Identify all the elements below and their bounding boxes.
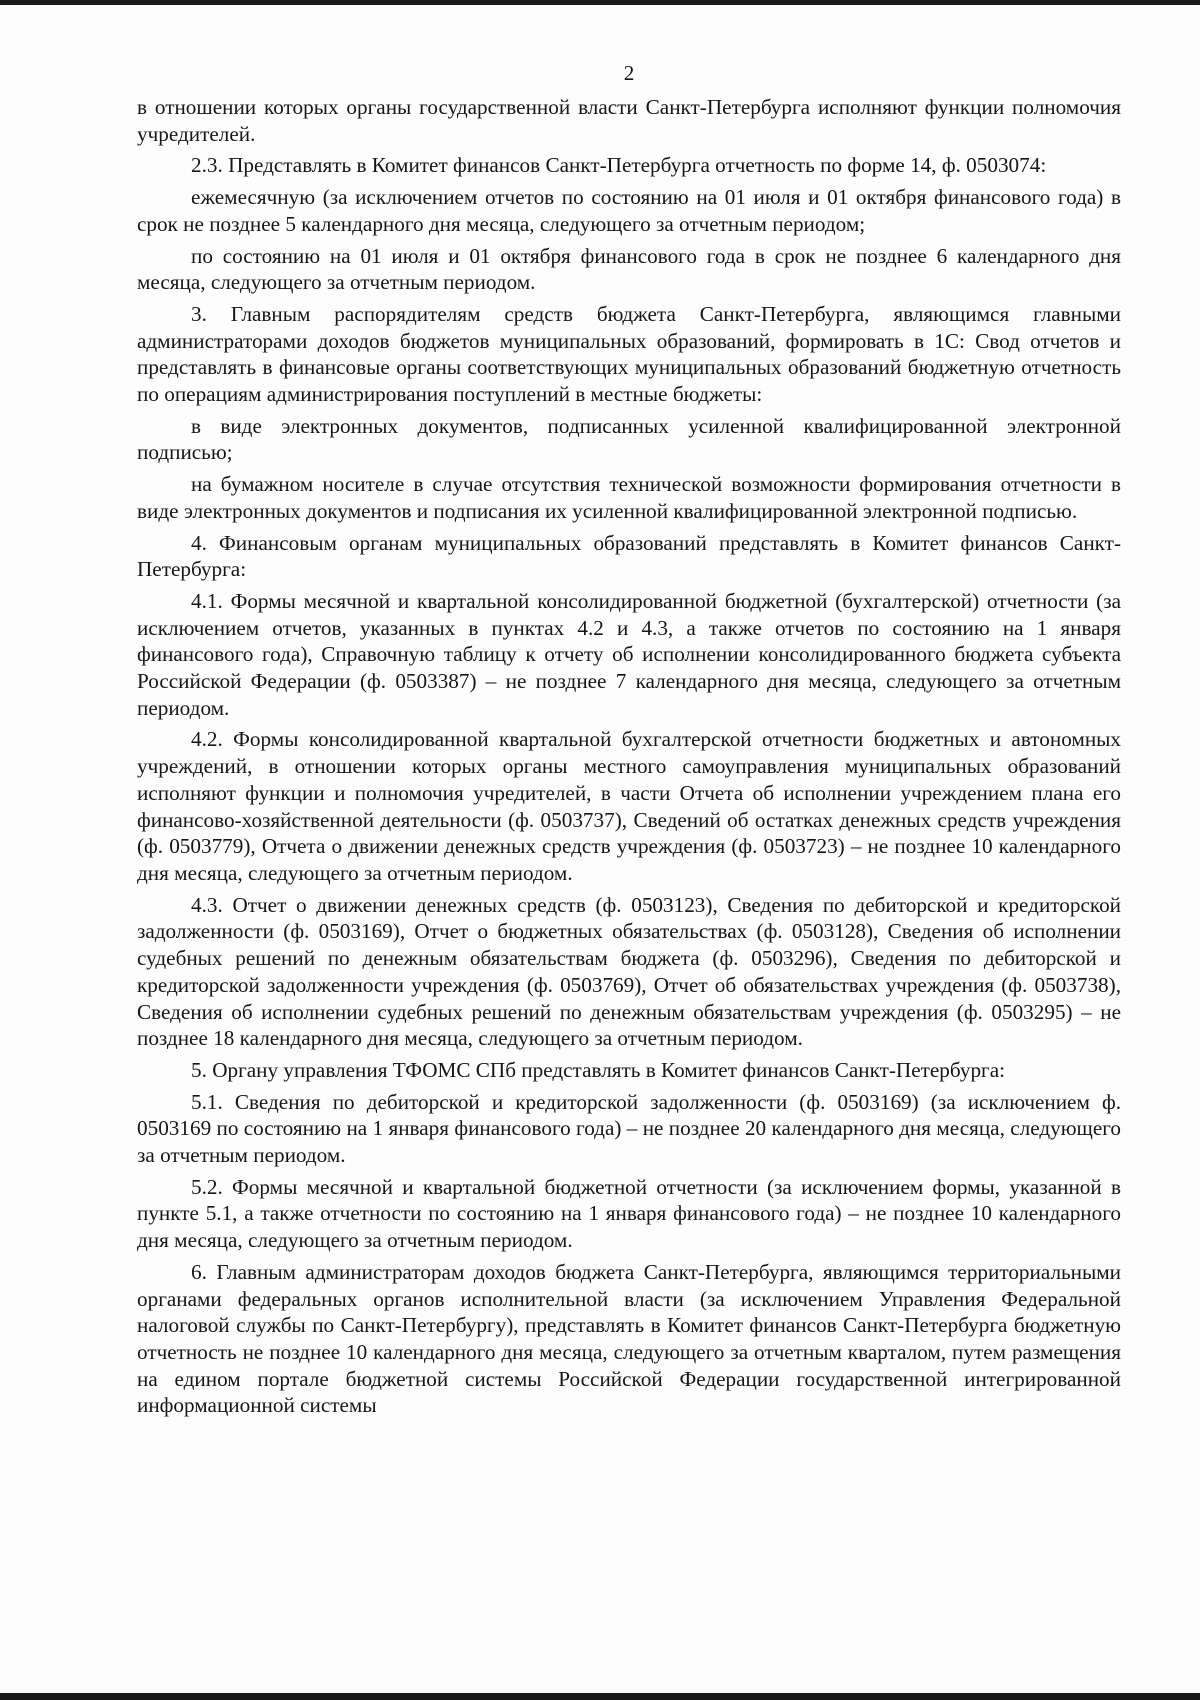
paragraph-electronic: в виде электронных документов, подписанных усиленной квалифицированной электронной подписью; [137, 413, 1121, 465]
paragraph-5: 5. Органу управления ТФОМС СПб представлять в Комитет финансов Санкт-Петербурга: [191, 1057, 1006, 1082]
paragraph-4-3: 4.3. Отчет о движении денежных средств (ф. 0503123), Сведения по дебиторской и кредиторской задолженности (ф. 0503169), Отчет о бюджетных обязательствах (ф. 0503128), Сведения об исполнении судебных решений по денежным обязательствам бюджета (ф. 0503296), Сведения по дебиторской и кредиторской задолженности учреждения (ф. 0503769), Отчет об обязательствах учреждения (ф. 0503738), Сведения об исполнении судебных решений по денежным обязательствам учреждения (ф. 0503295) – не позднее 18 календарного дня месяца, следующего за отчетным периодом. [137, 892, 1121, 1051]
paragraph-4: 4. Финансовым органам муниципальных образований представлять в Комитет финансов Санкт-Петербурга: [137, 530, 1121, 582]
paragraph-paper: на бумажном носителе в случае отсутствия технической возможности формирования отчетности в виде электронных документов и подписания их усиленной квалифицированной электронной подписью. [137, 472, 1121, 523]
paragraph-4-1: 4.1. Формы месячной и квартальной консолидированной бюджетной (бухгалтерской) отчетности (за исключением отчетов, указанных в пунктах 4.2 и 4.3, а также отчетов по состоянию на 1 января финансового года), Справочную таблицу к отчету об исполнении консолидированного бюджета субъекта Российской Федерации (ф. 0503387) – не позднее 7 календарного дня месяца, следующего за отчетным периодом. [137, 588, 1121, 720]
paragraph-5-1: 5.1. Сведения по дебиторской и кредиторской задолженности (ф. 0503169) (за исключением ф. 0503169 по состоянию на 1 января финансового года) – не позднее 20 календарного дня месяца, следующего за отчетным периодом. [137, 1089, 1121, 1168]
document-body [137, 60, 1121, 1424]
scan-edge-top [0, 0, 1200, 5]
scan-edge-bottom [0, 1693, 1200, 1700]
paragraph-quarterly: по состоянию на 01 июля и 01 октября финансового года в срок не позднее 6 календарного дня месяца, следующего за отчетным периодом. [137, 243, 1121, 295]
page-number: 2 [623, 61, 635, 85]
paragraph-continuation: в отношении которых органы государственной власти Санкт-Петербурга исполняют функции полномочия учредителей. [137, 95, 1121, 146]
paragraph-6: 6. Главным администраторам доходов бюджета Санкт-Петербурга, являющимся территориальными органами федеральных органов исполнительной власти (за исключением Управления Федеральной налоговой службы по Санкт-Петербургу), представлять в Комитет финансов Санкт-Петербурга бюджетную отчетность не позднее 10 календарного дня месяца, следующего за отчетным кварталом, путем размещения на едином портале бюджетной системы Российской Федерации государственной интегрированной информационной системы [137, 1259, 1121, 1418]
paragraph-3: 3. Главным распорядителям средств бюджета Санкт-Петербурга, являющимся главными администраторами доходов бюджетов муниципальных образований, формировать в 1С: Свод отчетов и представлять в финансовые органы соответствующих муниципальных образований бюджетную отчетность по операциям администрирования поступлений в местные бюджеты: [137, 301, 1121, 407]
paragraph-5-2: 5.2. Формы месячной и квартальной бюджетной отчетности (за исключением формы, указанной в пункте 5.1, а также отчетности по состоянию на 1 января финансового года) – не позднее 10 календарного дня месяца, следующего за отчетным периодом. [137, 1174, 1121, 1253]
paragraph-monthly: ежемесячную (за исключением отчетов по состоянию на 01 июля и 01 октября финансового года) в срок не позднее 5 календарного дня месяца, следующего за отчетным периодом; [137, 185, 1121, 236]
paragraph-4-2: 4.2. Формы консолидированной квартальной бухгалтерской отчетности бюджетных и автономных учреждений, в отношении которых органы местного самоуправления муниципальных образований исполняют функции и полномочия учредителей, в части Отчета об исполнении учреждением плана его финансово-хозяйственной деятельности (ф. 0503737), Сведений об остатках денежных средств учреждения (ф. 0503779), Отчета о движении денежных средств учреждения (ф. 0503723) – не позднее 10 календарного дня месяца, следующего за отчетным периодом. [137, 727, 1121, 885]
paragraph-2-3: 2.3. Представлять в Комитет финансов Санкт-Петербурга отчетность по форме 14, ф. 0503074: [191, 153, 1047, 178]
